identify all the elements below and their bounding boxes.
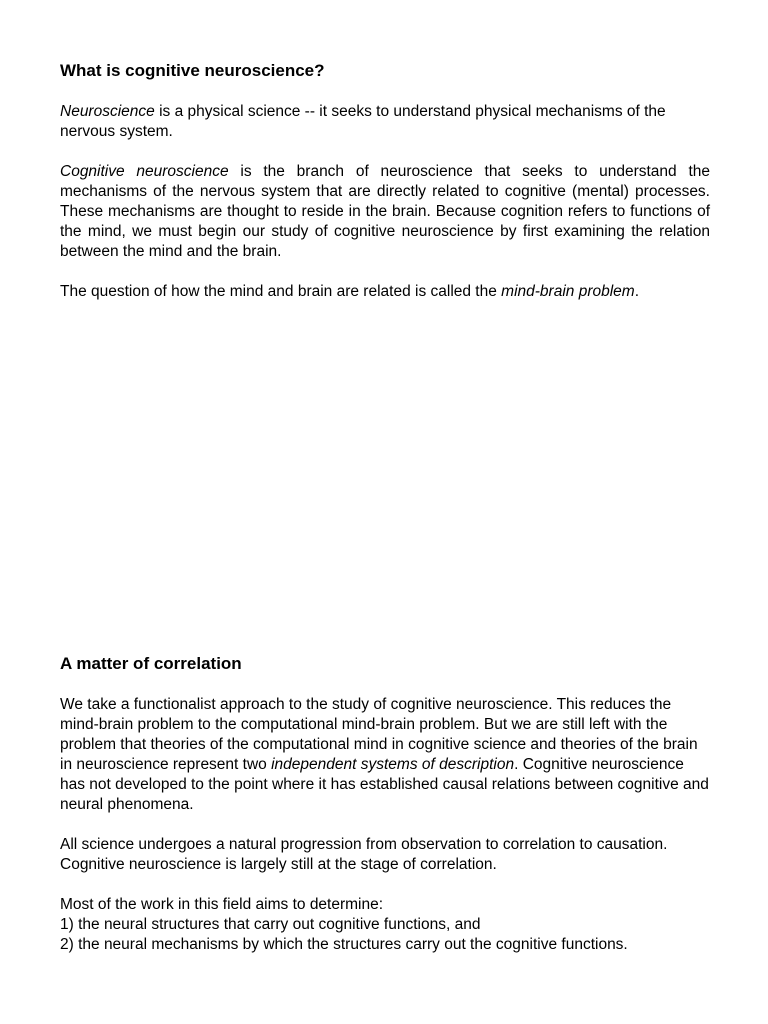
paragraph-neuroscience-definition	[60, 102, 710, 142]
paragraph-mind-brain-problem	[60, 282, 710, 302]
paragraph-text: is the branch of neuroscience that seeks to understand the mechanisms of the nervous system that are directly related to cognitive (mental) processes. These mechanisms are thought to reside in the brain. Because cognition refers to functions of the mind, we must begin our study of cognitive neuroscience by first examining the relation between the mind and the brain.	[60, 163, 710, 260]
list-item: 1) the neural structures that carry out cognitive functions, and	[60, 916, 481, 933]
paragraph-text: The question of how the mind and brain are related is called the	[60, 283, 502, 300]
term-cognitive-neuroscience: Cognitive neuroscience	[60, 163, 229, 180]
section-cognitive-neuroscience	[60, 59, 710, 302]
paragraph-text-end: . Cognitive neuroscience has not developed to the point where it has established causal relations between cognitive and neural phenomena.	[60, 756, 709, 813]
paragraph-cognitive-neuroscience-definition	[60, 162, 710, 262]
section-matter-of-correlation	[60, 652, 710, 955]
aims-intro: Most of the work in this field aims to determine:	[60, 896, 384, 913]
paragraph-science-progression: All science undergoes a natural progression from observation to correlation to causation. Cognitive neuroscience is largely still at the stage of correlation.	[60, 836, 668, 873]
paragraph-text-end: .	[634, 283, 640, 300]
paragraph-text: We take a functionalist approach to the study of cognitive neuroscience. This reduces the mind-brain problem to the computational mind-brain problem. But we are still left with the problem that theories of the computational mind in cognitive science and theories of the brain in neuroscience represent two	[60, 696, 698, 773]
paragraph-aims	[60, 895, 710, 955]
paragraph-text: is a physical science -- it seeks to understand physical mechanisms of the nervous system.	[60, 103, 666, 140]
paragraph-functionalist-approach	[60, 695, 710, 815]
list-item: 2) the neural mechanisms by which the structures carry out the cognitive functions.	[60, 936, 628, 953]
section-heading: A matter of correlation	[60, 654, 242, 673]
term-neuroscience: Neuroscience	[60, 103, 155, 120]
term-independent-systems: independent systems of description	[271, 756, 515, 773]
section-heading: What is cognitive neuroscience?	[60, 61, 325, 80]
term-mind-brain-problem: mind-brain problem	[501, 283, 635, 300]
